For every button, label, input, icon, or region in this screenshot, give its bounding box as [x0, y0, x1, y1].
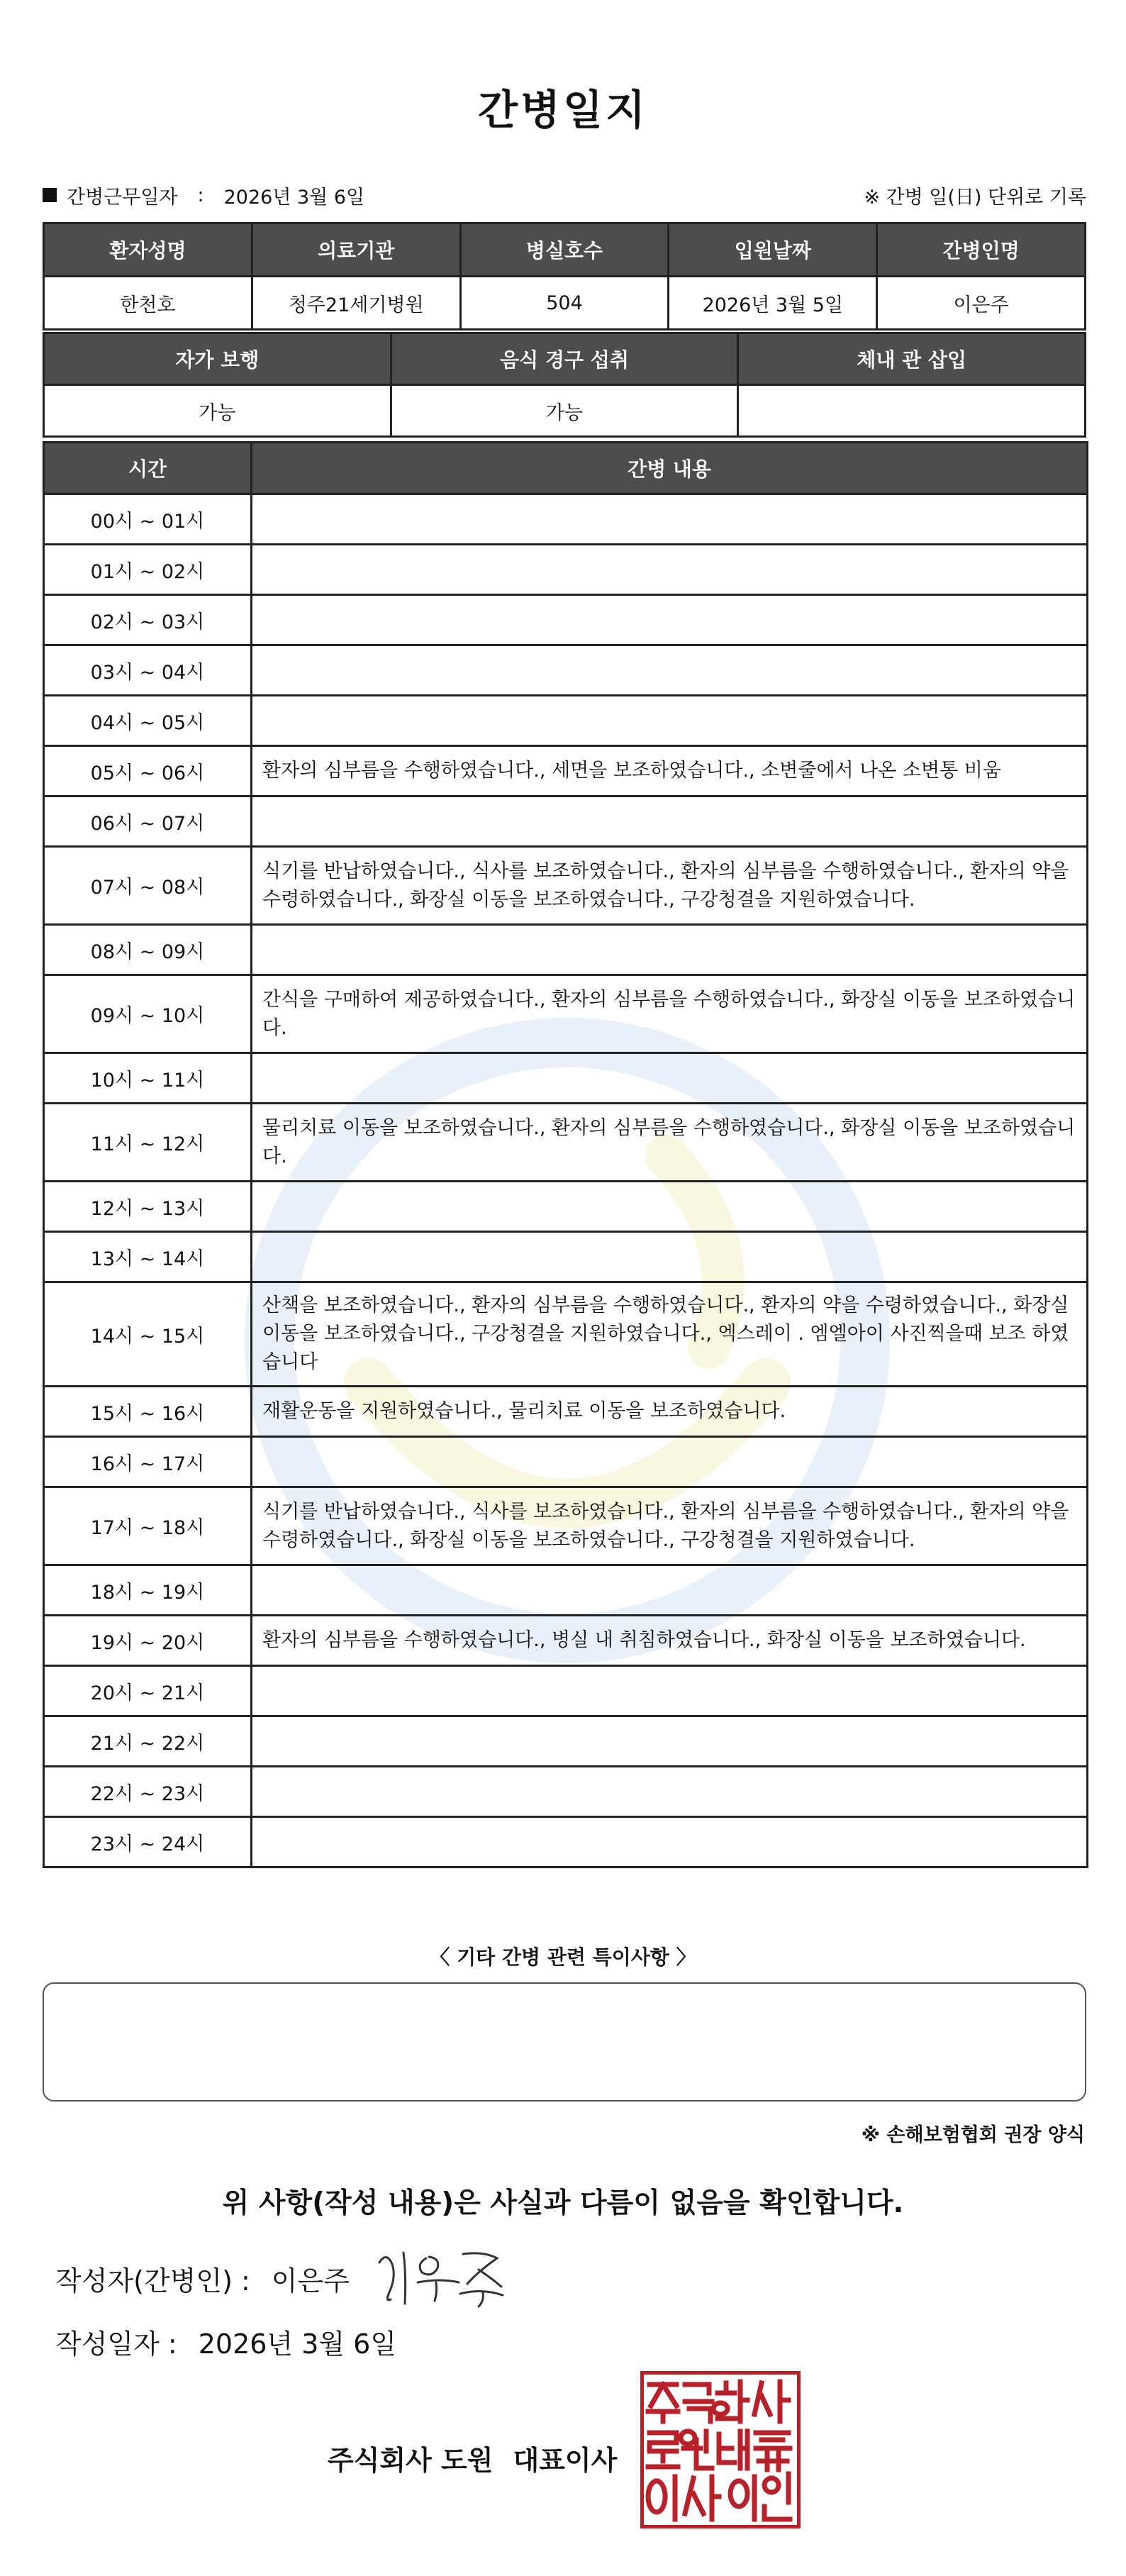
writer-row [55, 2259, 350, 2298]
handwritten-signature [372, 2243, 507, 2308]
log-row [44, 1565, 1088, 1616]
header-hospital: 의료기관 [252, 223, 460, 277]
log-time-cell: 15시 ~ 16시 [44, 1387, 252, 1437]
header-tube-insertion: 체내 관 삽입 [738, 333, 1086, 385]
log-content-cell [252, 1716, 1088, 1767]
work-date-row [43, 179, 1086, 211]
log-content-cell [252, 796, 1088, 847]
work-date-group [43, 182, 364, 209]
patient-info-value-row [44, 277, 1086, 330]
log-time-cell: 02시 ~ 03시 [44, 595, 252, 645]
log-row [44, 1437, 1088, 1487]
log-content-cell [252, 696, 1088, 746]
log-content-cell [252, 1232, 1088, 1282]
log-time-cell: 03시 ~ 04시 [44, 645, 252, 696]
work-date-separator: : [197, 184, 204, 206]
self-walking-value: 가능 [44, 385, 391, 437]
company-signature-line [328, 2438, 617, 2477]
log-content-cell [252, 1666, 1088, 1716]
log-row [44, 1817, 1088, 1867]
representative-title: 대표이사 [513, 2445, 618, 2476]
log-content-cell [252, 595, 1088, 645]
log-time-cell: 19시 ~ 20시 [44, 1616, 252, 1666]
log-time-cell: 18시 ~ 19시 [44, 1565, 252, 1616]
log-content-cell [252, 1182, 1088, 1232]
written-date-label: 작성일자 : [55, 2328, 177, 2360]
patient-info-header-row [44, 223, 1086, 277]
special-notes-box [43, 1982, 1086, 2102]
header-oral-intake: 음식 경구 섭취 [391, 333, 738, 385]
log-time-cell: 20시 ~ 21시 [44, 1666, 252, 1716]
log-time-cell: 16시 ~ 17시 [44, 1437, 252, 1487]
log-row [44, 1104, 1088, 1182]
header-self-walking: 자가 보행 [44, 333, 391, 385]
log-time-cell: 04시 ~ 05시 [44, 696, 252, 746]
log-row [44, 1666, 1088, 1716]
confirmation-statement: 위 사항(작성 내용)은 사실과 다름이 없음을 확인합니다. [222, 2187, 904, 2219]
log-content-cell [252, 545, 1088, 595]
log-time-cell: 00시 ~ 01시 [44, 494, 252, 545]
log-row [44, 1487, 1088, 1565]
writer-label: 작성자(간병인) : [55, 2265, 250, 2297]
hospital-name: 청주21세기병원 [252, 277, 460, 330]
log-content-cell [252, 1565, 1088, 1616]
log-content-cell: 식기를 반납하였습니다., 식사를 보조하였습니다., 환자의 심부름을 수행하였습니다., 환자의 약을 수령하였습니다., 화장실 이동을 보조하였습니다., 구강청결을 지원하였습니다. [252, 1487, 1088, 1565]
care-log-header-row [44, 443, 1088, 494]
header-room-number: 병실호수 [460, 223, 669, 277]
log-row [44, 1232, 1088, 1282]
condition-value-row [44, 385, 1086, 437]
daily-record-note: ※ 간병 일(日) 단위로 기록 [864, 186, 1086, 209]
log-time-cell: 12시 ~ 13시 [44, 1182, 252, 1232]
form-source-note: ※ 손해보험협회 권장 양식 [861, 2124, 1085, 2146]
caregiver-name: 이은주 [877, 277, 1086, 330]
care-log-table [43, 441, 1088, 1868]
written-date-row [55, 2322, 396, 2361]
log-time-cell: 22시 ~ 23시 [44, 1767, 252, 1817]
patient-name: 한천호 [44, 277, 252, 330]
log-time-cell: 05시 ~ 06시 [44, 746, 252, 796]
log-row [44, 1387, 1088, 1437]
log-time-cell: 14시 ~ 15시 [44, 1282, 252, 1387]
log-time-cell: 08시 ~ 09시 [44, 925, 252, 975]
log-content-cell: 산책을 보조하였습니다., 환자의 심부름을 수행하였습니다., 환자의 약을 수령하였습니다., 화장실 이동을 보조하였습니다., 구강청결을 지원하였습니다., 엑스레이 . 엠엘아이 사진찍을때 보조 하였습니다 [252, 1282, 1088, 1387]
log-row [44, 847, 1088, 925]
square-icon [43, 188, 57, 202]
log-time-cell: 13시 ~ 14시 [44, 1232, 252, 1282]
company-seal [640, 2371, 801, 2528]
log-row [44, 1282, 1088, 1387]
header-patient-name: 환자성명 [44, 223, 252, 277]
log-content-cell: 재활운동을 지원하였습니다., 물리치료 이동을 보조하였습니다. [252, 1387, 1088, 1437]
company-name: 주식회사 도원 [328, 2445, 494, 2476]
admission-date: 2026년 3월 5일 [669, 277, 877, 330]
log-content-cell: 식기를 반납하였습니다., 식사를 보조하였습니다., 환자의 심부름을 수행하였습니다., 환자의 약을 수령하였습니다., 화장실 이동을 보조하였습니다., 구강청결을 지원하였습니다. [252, 847, 1088, 925]
log-content-cell: 간식을 구매하여 제공하였습니다., 환자의 심부름을 수행하였습니다., 화장실 이동을 보조하였습니다. [252, 975, 1088, 1053]
log-time-cell: 11시 ~ 12시 [44, 1104, 252, 1182]
log-time-cell: 01시 ~ 02시 [44, 545, 252, 595]
log-row [44, 1616, 1088, 1666]
log-time-cell: 09시 ~ 10시 [44, 975, 252, 1053]
log-row [44, 1767, 1088, 1817]
log-content-cell [252, 1817, 1088, 1867]
header-admission-date: 입원날짜 [669, 223, 877, 277]
log-row [44, 1716, 1088, 1767]
log-row [44, 1053, 1088, 1104]
header-time: 시간 [44, 443, 252, 494]
log-content-cell [252, 645, 1088, 696]
log-content-cell: 물리치료 이동을 보조하였습니다., 환자의 심부름을 수행하였습니다., 화장실 이동을 보조하였습니다. [252, 1104, 1088, 1182]
log-time-cell: 17시 ~ 18시 [44, 1487, 252, 1565]
log-content-cell: 환자의 심부름을 수행하였습니다., 병실 내 취침하였습니다., 화장실 이동을 보조하였습니다. [252, 1616, 1088, 1666]
written-date-value: 2026년 3월 6일 [198, 2328, 397, 2360]
work-date-value: 2026년 3월 6일 [223, 186, 365, 209]
log-content-cell: 환자의 심부름을 수행하였습니다., 세면을 보조하였습니다., 소변줄에서 나온 소변통 비움 [252, 746, 1088, 796]
log-row [44, 925, 1088, 975]
log-row [44, 975, 1088, 1053]
tube-insertion-value [738, 385, 1086, 437]
log-row [44, 1182, 1088, 1232]
log-time-cell: 10시 ~ 11시 [44, 1053, 252, 1104]
log-time-cell: 07시 ~ 08시 [44, 847, 252, 925]
patient-condition-table [43, 332, 1086, 438]
log-row [44, 595, 1088, 645]
header-caregiver-name: 간병인명 [877, 223, 1086, 277]
log-row [44, 746, 1088, 796]
log-time-cell: 06시 ~ 07시 [44, 796, 252, 847]
work-date-label: 간병근무일자 [67, 186, 178, 209]
patient-info-table [43, 222, 1086, 331]
log-row [44, 545, 1088, 595]
log-content-cell [252, 1437, 1088, 1487]
writer-name: 이은주 [271, 2265, 350, 2297]
page-title: 간병일지 [477, 86, 649, 134]
room-number: 504 [460, 277, 669, 330]
oral-intake-value: 가능 [391, 385, 738, 437]
log-content-cell [252, 1767, 1088, 1817]
special-notes-title: 〈 기타 간병 관련 특이사항 〉 [430, 1945, 696, 1969]
log-row [44, 494, 1088, 545]
log-content-cell [252, 494, 1088, 545]
log-time-cell: 23시 ~ 24시 [44, 1817, 252, 1867]
condition-header-row [44, 333, 1086, 385]
log-row [44, 796, 1088, 847]
log-time-cell: 21시 ~ 22시 [44, 1716, 252, 1767]
care-log-body [44, 494, 1088, 1867]
log-content-cell [252, 1053, 1088, 1104]
header-care-content: 간병 내용 [252, 443, 1088, 494]
log-row [44, 645, 1088, 696]
log-row [44, 696, 1088, 746]
log-content-cell [252, 925, 1088, 975]
